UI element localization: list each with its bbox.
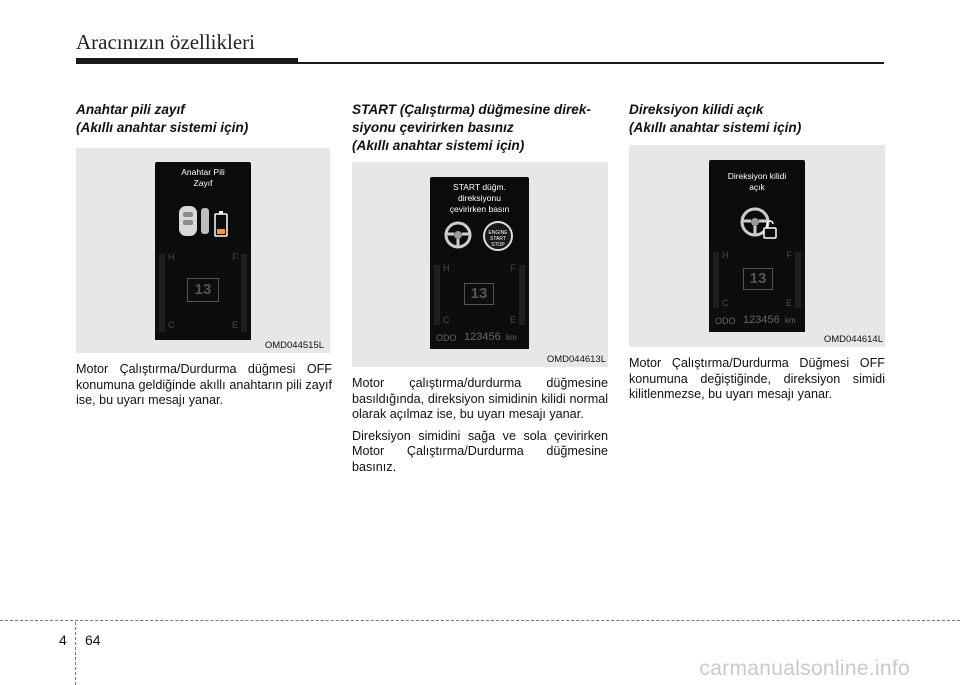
- screen-line: direksiyonu: [458, 193, 501, 203]
- gauge-area: [430, 259, 529, 349]
- section-heading: [629, 101, 885, 137]
- body-paragraph: Motor Çalıştırma/Durdurma düğmesi OFF konumuna geldiğinde akıllı anahtarın pili zayıf ise, bu uyarı mesajı yanar.: [76, 362, 332, 407]
- steering-wheel-icon: [444, 221, 472, 249]
- screen-line: Zayıf: [193, 178, 213, 188]
- gauge-c-label: C: [168, 320, 175, 330]
- figure-steering-unlocked: [629, 145, 885, 347]
- odometer-value: 123456: [743, 314, 780, 326]
- temp-gauge-bar: [434, 265, 440, 325]
- outside-temp: 13: [187, 278, 219, 302]
- body-paragraph: Direksiyon simidini sağa ve sola çevirirken Motor Çalıştırma/Durdurma düğmesine basınız.: [352, 428, 608, 474]
- odometer-unit: km: [506, 333, 517, 342]
- body-text-block: [629, 356, 885, 403]
- fuel-gauge-bar: [795, 252, 801, 308]
- section-steering-unlocked: [629, 101, 885, 409]
- outside-temp: 13: [743, 268, 773, 290]
- fuel-gauge-bar: [519, 265, 525, 325]
- body-text-block: [352, 376, 608, 475]
- outside-temp: 13: [464, 283, 494, 305]
- section-heading: [76, 101, 332, 137]
- gauge-area: [709, 246, 805, 332]
- odometer-unit: km: [785, 316, 796, 325]
- gauge-h-label: H: [722, 250, 729, 260]
- screen-line: açık: [749, 182, 765, 192]
- button-line: ENGINE: [488, 230, 508, 236]
- chapter-number: 4: [59, 632, 67, 648]
- page-number: 64: [85, 632, 101, 648]
- button-line: START: [490, 236, 506, 242]
- section-heading: [352, 101, 608, 155]
- body-paragraph: Motor çalıştırma/durdurma düğmesine basıldığında, direksiyon simidinin kilidi normal olarak açılmaz ise, bu uyarı mesajı yanar.: [352, 376, 608, 421]
- gauge-h-label: H: [443, 263, 450, 273]
- heading-line: START (Çalıştırma) düğmesine direk-: [352, 102, 591, 117]
- body-paragraph: Motor Çalıştırma/Durdurma Düğmesi OFF konumuna değiştiğinde, direksiyon simidi kilitlenmezse, bu uyarı mesajı yanar.: [629, 356, 885, 401]
- gauge-h-label: H: [168, 252, 175, 262]
- gauge-c-label: C: [443, 315, 450, 325]
- chapter-title: Aracınızın özellikleri: [76, 30, 256, 54]
- screen-message: [155, 167, 251, 189]
- figure-code: OMD044613L: [546, 354, 606, 365]
- heading-line: Anahtar pili zayıf: [76, 102, 185, 117]
- engine-start-stop-icon: [483, 221, 513, 251]
- heading-line: Direksiyon kilidi açık: [629, 102, 764, 117]
- screen-line: START düğm.: [453, 182, 506, 192]
- temp-gauge-bar: [713, 252, 719, 308]
- screen-line: çevirirken basın: [449, 204, 510, 214]
- gauge-f-label: F: [786, 250, 792, 260]
- section-start-steering: [352, 101, 608, 481]
- gauge-f-label: F: [232, 252, 238, 262]
- header-rule-thick: [76, 58, 298, 64]
- temp-gauge-bar: [159, 254, 165, 332]
- cluster-screen: [430, 177, 529, 349]
- gauge-c-label: C: [722, 298, 729, 308]
- screen-message: [709, 171, 805, 193]
- smart-key-battery-icon: [175, 202, 231, 242]
- footer-divider: [75, 622, 76, 685]
- gauge-e-label: E: [785, 298, 792, 308]
- screen-message: [430, 182, 529, 215]
- figure-start-steering: [352, 162, 608, 367]
- header-rule-thin: [298, 62, 884, 64]
- button-line: STOP: [491, 242, 505, 248]
- screen-line: Anahtar Pili: [181, 167, 225, 177]
- heading-line: (Akıllı anahtar sistemi için): [76, 120, 249, 135]
- gauge-e-label: E: [509, 315, 516, 325]
- figure-code: OMD044614L: [823, 334, 883, 345]
- cluster-screen: [155, 162, 251, 340]
- odo-label: ODO: [715, 316, 736, 326]
- odo-label: ODO: [436, 333, 457, 343]
- gauge-area: [155, 246, 251, 340]
- figure-code: OMD044515L: [264, 340, 324, 351]
- heading-line: (Akıllı anahtar sistemi için): [352, 138, 525, 153]
- cluster-screen: [709, 160, 805, 332]
- body-text-block: [76, 362, 332, 409]
- heading-line: siyonu çevirirken basınız: [352, 120, 514, 135]
- watermark: carmanualsonline.info: [699, 657, 910, 680]
- figure-key-battery: [76, 148, 330, 353]
- footer-rule: [0, 620, 960, 621]
- fuel-gauge-bar: [241, 254, 247, 332]
- steering-lock-icon: [739, 206, 779, 242]
- odometer-value: 123456: [464, 331, 501, 343]
- heading-line: (Akıllı anahtar sistemi için): [629, 120, 802, 135]
- section-key-battery-low: [76, 101, 332, 415]
- screen-line: Direksiyon kilidi: [727, 171, 787, 181]
- gauge-e-label: E: [231, 320, 238, 330]
- gauge-f-label: F: [510, 263, 516, 273]
